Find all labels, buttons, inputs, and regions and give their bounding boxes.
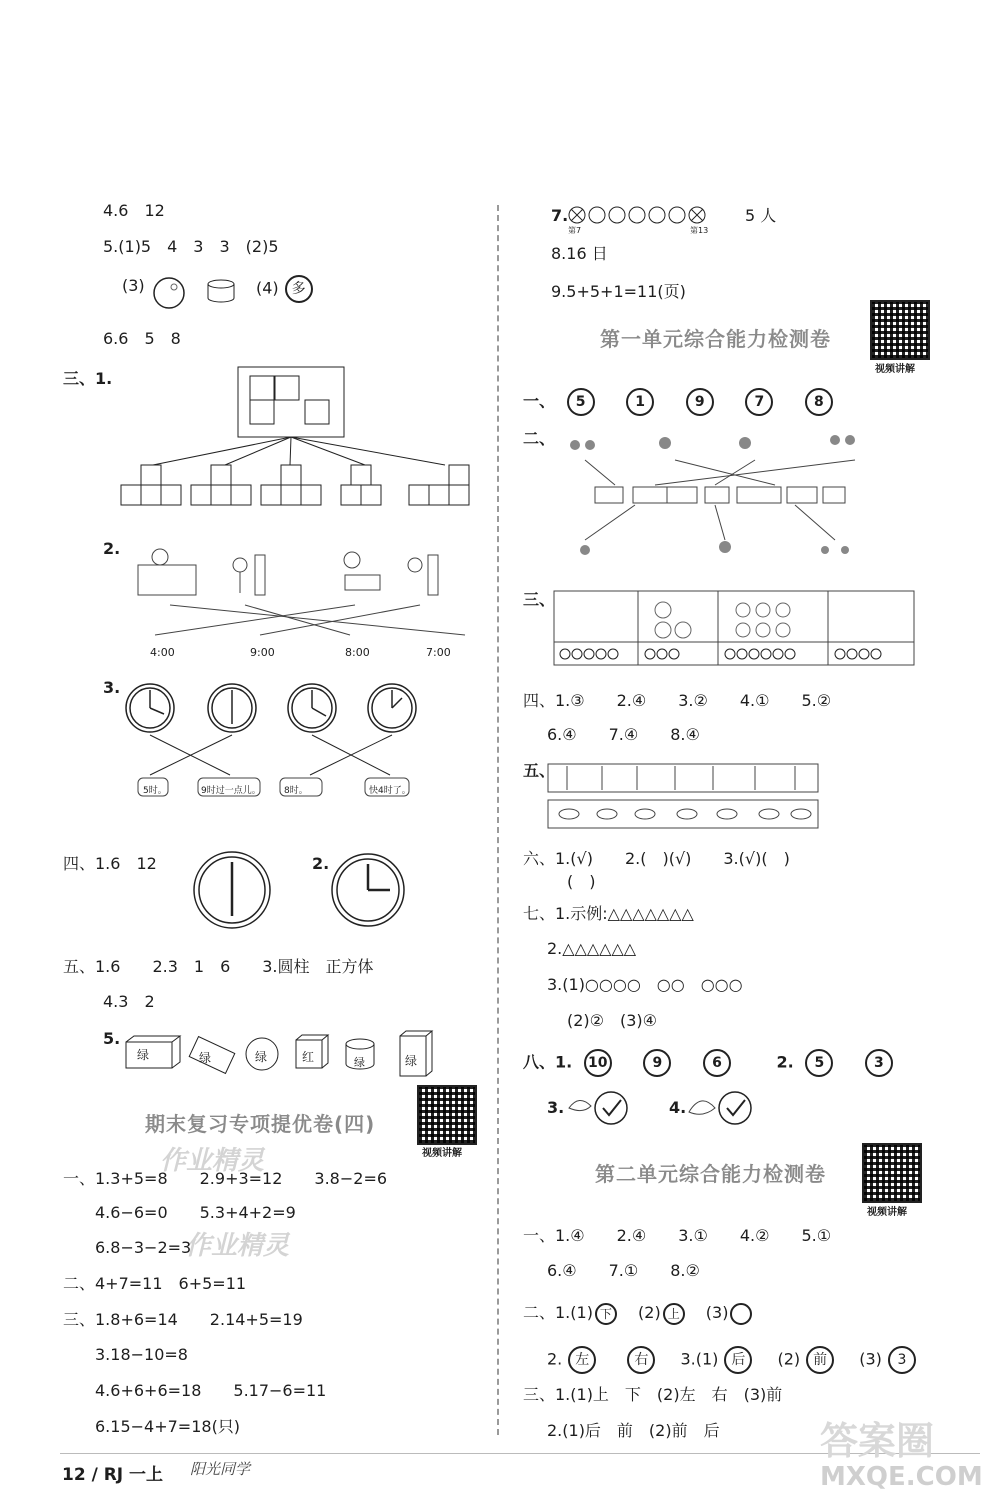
review-q8: 6.15−4+7=18(只) bbox=[95, 1417, 241, 1436]
unit1-section-2-label: 二、 bbox=[523, 429, 556, 448]
shape-label-5: 绿 bbox=[354, 1056, 365, 1069]
circled-number: 10 bbox=[584, 1049, 612, 1077]
review-q1: 一、1.3+5=8 2.9+3=12 3.8−2=6 bbox=[63, 1169, 388, 1188]
unit1-section-7-q3: 3.(1)○○○○ ○○ ○○○ bbox=[547, 975, 743, 994]
cylinder-sketch bbox=[206, 278, 236, 304]
time-label-4: 7:00 bbox=[426, 646, 451, 659]
qr-code-icon[interactable] bbox=[417, 1085, 477, 1145]
answer-7-label: 7. bbox=[551, 206, 569, 225]
unit1-section-7-q2: 2.△△△△△△ bbox=[547, 939, 637, 958]
unit1-section-6-row1: 六、1.(√) 2.( )(√) 3.(√)( ) bbox=[523, 849, 790, 868]
bubble-text-2: 9时过一点儿。 bbox=[201, 786, 261, 796]
sphere-sketch bbox=[152, 276, 186, 310]
qr-label: 视频讲解 bbox=[867, 1207, 907, 1218]
section-5-1: 五、1.6 2.3 1 6 3.圆柱 正方体 bbox=[63, 957, 374, 976]
site-watermark: 答案圈 bbox=[820, 1419, 935, 1463]
unit1-section-6-row2: ( ) bbox=[567, 872, 596, 891]
unit2-section-3-q2: 2.(1)后 前 (2)前 后 bbox=[547, 1421, 720, 1440]
shape-label-2: 绿 bbox=[199, 1051, 212, 1065]
answer-5-4-label: (4) 多 bbox=[256, 275, 319, 303]
answer-5-3-label: (3) bbox=[122, 276, 145, 295]
section-title-unit-1: 第一单元综合能力检测卷 bbox=[600, 327, 831, 351]
review-q2: 4.6−6=0 5.3+4+2=9 bbox=[95, 1203, 296, 1222]
time-label-1: 4:00 bbox=[150, 646, 175, 659]
clock-matching-diagram bbox=[120, 680, 430, 830]
circled-number: 3 bbox=[888, 1346, 916, 1374]
unit2-section-1-row1: 一、1.④ 2.④ 3.① 4.② 5.① bbox=[523, 1226, 832, 1245]
unit1-section-8-q4-label: 4. bbox=[669, 1098, 687, 1117]
bubble-text-3: 8时。 bbox=[284, 786, 308, 796]
site-watermark-url: MXQE.COM bbox=[820, 1462, 983, 1492]
qr-label: 视频讲解 bbox=[422, 1148, 462, 1159]
qr-code-icon[interactable] bbox=[870, 300, 930, 360]
clock-answer-1 bbox=[192, 850, 272, 930]
bird-check-icon bbox=[565, 1088, 629, 1128]
circled-more: 多 bbox=[285, 275, 313, 303]
shape-label-4: 红 bbox=[302, 1050, 315, 1064]
unit2-section-3-q1: 三、1.(1)上 下 (2)左 右 (3)前 bbox=[523, 1385, 783, 1404]
shape-label-3: 绿 bbox=[255, 1050, 268, 1064]
watermark-text: 作业精灵 bbox=[185, 1231, 290, 1261]
unit2-section-2-q1: 二、1.(1) 下 (2) 上 (3) bbox=[523, 1302, 754, 1325]
unit1-section-1: 一、 5 1 9 7 8 bbox=[523, 388, 839, 416]
answer-8: 8.16 日 bbox=[551, 244, 608, 263]
circled-number: 6 bbox=[703, 1049, 731, 1077]
section-5-4: 4.3 2 bbox=[103, 992, 155, 1011]
unit1-section-5-label: 五、 bbox=[523, 761, 556, 780]
counting-table bbox=[553, 590, 915, 666]
answer-9: 9.5+5+1=11(页) bbox=[551, 282, 686, 301]
circled-number: 9 bbox=[686, 388, 714, 416]
circled-word: 右 bbox=[627, 1346, 655, 1374]
answer-6: 6.6 5 8 bbox=[103, 329, 181, 348]
sub-label-13: 第13 bbox=[690, 226, 709, 235]
section-3-2-label: 2. bbox=[103, 539, 121, 558]
review-q5: 三、1.8+6=14 2.14+5=19 bbox=[63, 1310, 303, 1329]
bubble-text-1: 5时。 bbox=[143, 786, 167, 796]
circled-word: 左 bbox=[568, 1346, 596, 1374]
shape-label-6: 绿 bbox=[405, 1054, 418, 1068]
section-5-5-label: 5. bbox=[103, 1029, 121, 1048]
section-title-unit-2: 第二单元综合能力检测卷 bbox=[595, 1162, 826, 1186]
review-q6: 3.18−10=8 bbox=[95, 1345, 188, 1364]
unit1-section-4-row2: 6.④ 7.④ 8.④ bbox=[547, 725, 700, 744]
answer-4: 4.6 12 bbox=[103, 201, 165, 220]
cube-matching-diagram bbox=[115, 365, 475, 530]
circled-number: 3 bbox=[865, 1049, 893, 1077]
unit1-section-8-row1: 八、1. 10 9 6 2. 5 3 bbox=[523, 1049, 899, 1077]
circled-number: 7 bbox=[745, 388, 773, 416]
circled-word: 后 bbox=[724, 1346, 752, 1374]
unit1-section-4-row1: 四、1.③ 2.④ 3.② 4.① 5.② bbox=[523, 691, 832, 710]
section-4-1: 四、1.6 12 bbox=[63, 854, 157, 873]
picture-dot-matching bbox=[555, 425, 875, 575]
time-label-3: 8:00 bbox=[345, 646, 370, 659]
daily-activity-matching bbox=[130, 545, 470, 645]
qr-code-icon[interactable] bbox=[862, 1143, 922, 1203]
page-number: 12 / RJ 一上 bbox=[62, 1465, 164, 1485]
plants-comparison bbox=[547, 760, 819, 832]
circled-number: 8 bbox=[805, 388, 833, 416]
section-3-3-label: 3. bbox=[103, 678, 121, 697]
colored-shapes-row bbox=[120, 1030, 440, 1078]
qr-label: 视频讲解 bbox=[875, 364, 915, 375]
circled-number: 1 bbox=[626, 388, 654, 416]
bubble-text-4: 快4时了。 bbox=[369, 786, 411, 796]
unit1-section-7-q3-sub: (2)② (3)④ bbox=[567, 1011, 658, 1030]
circled-word: 下 bbox=[595, 1303, 617, 1325]
circled-number: 5 bbox=[805, 1049, 833, 1077]
watermark-text: 作业精灵 bbox=[160, 1146, 265, 1176]
sub-label-7: 第7 bbox=[568, 226, 582, 235]
answer-5: 5.(1)5 4 3 3 (2)5 bbox=[103, 237, 279, 256]
column-divider bbox=[497, 205, 499, 1435]
unit2-section-1-row2: 6.④ 7.① 8.② bbox=[547, 1261, 700, 1280]
circled-word: 前 bbox=[806, 1346, 834, 1374]
circled-number: 5 bbox=[567, 388, 595, 416]
review-q3: 6.8−3−2=3 bbox=[95, 1238, 192, 1257]
circled-word: 上 bbox=[663, 1303, 685, 1325]
review-q4: 二、4+7=11 6+5=11 bbox=[63, 1274, 247, 1293]
section-4-2-label: 2. bbox=[312, 854, 330, 873]
section-title-review-4: 期末复习专项提优卷(四) bbox=[145, 1112, 376, 1136]
shape-label-1: 绿 bbox=[137, 1048, 150, 1062]
brand-logo: 阳光同学 bbox=[190, 1460, 251, 1478]
circled-picture bbox=[730, 1303, 752, 1325]
unit1-section-7-q1: 七、1.示例:△△△△△△△ bbox=[523, 904, 694, 923]
clock-answer-2 bbox=[330, 852, 406, 928]
unit1-section-3-label: 三、 bbox=[523, 590, 556, 609]
circled-number: 9 bbox=[643, 1049, 671, 1077]
unit1-section-8-q3-label: 3. bbox=[547, 1098, 565, 1117]
bird-check-icon bbox=[685, 1088, 755, 1128]
section-3-1-label: 三、1. bbox=[63, 369, 113, 388]
review-q7: 4.6+6+6=18 5.17−6=11 bbox=[95, 1381, 327, 1400]
unit2-section-2-q2: 2. 左 右 3.(1) 后 (2) 前 (3) 3 bbox=[547, 1346, 922, 1374]
answer-7-value: 5 人 bbox=[745, 206, 777, 225]
time-label-2: 9:00 bbox=[250, 646, 275, 659]
